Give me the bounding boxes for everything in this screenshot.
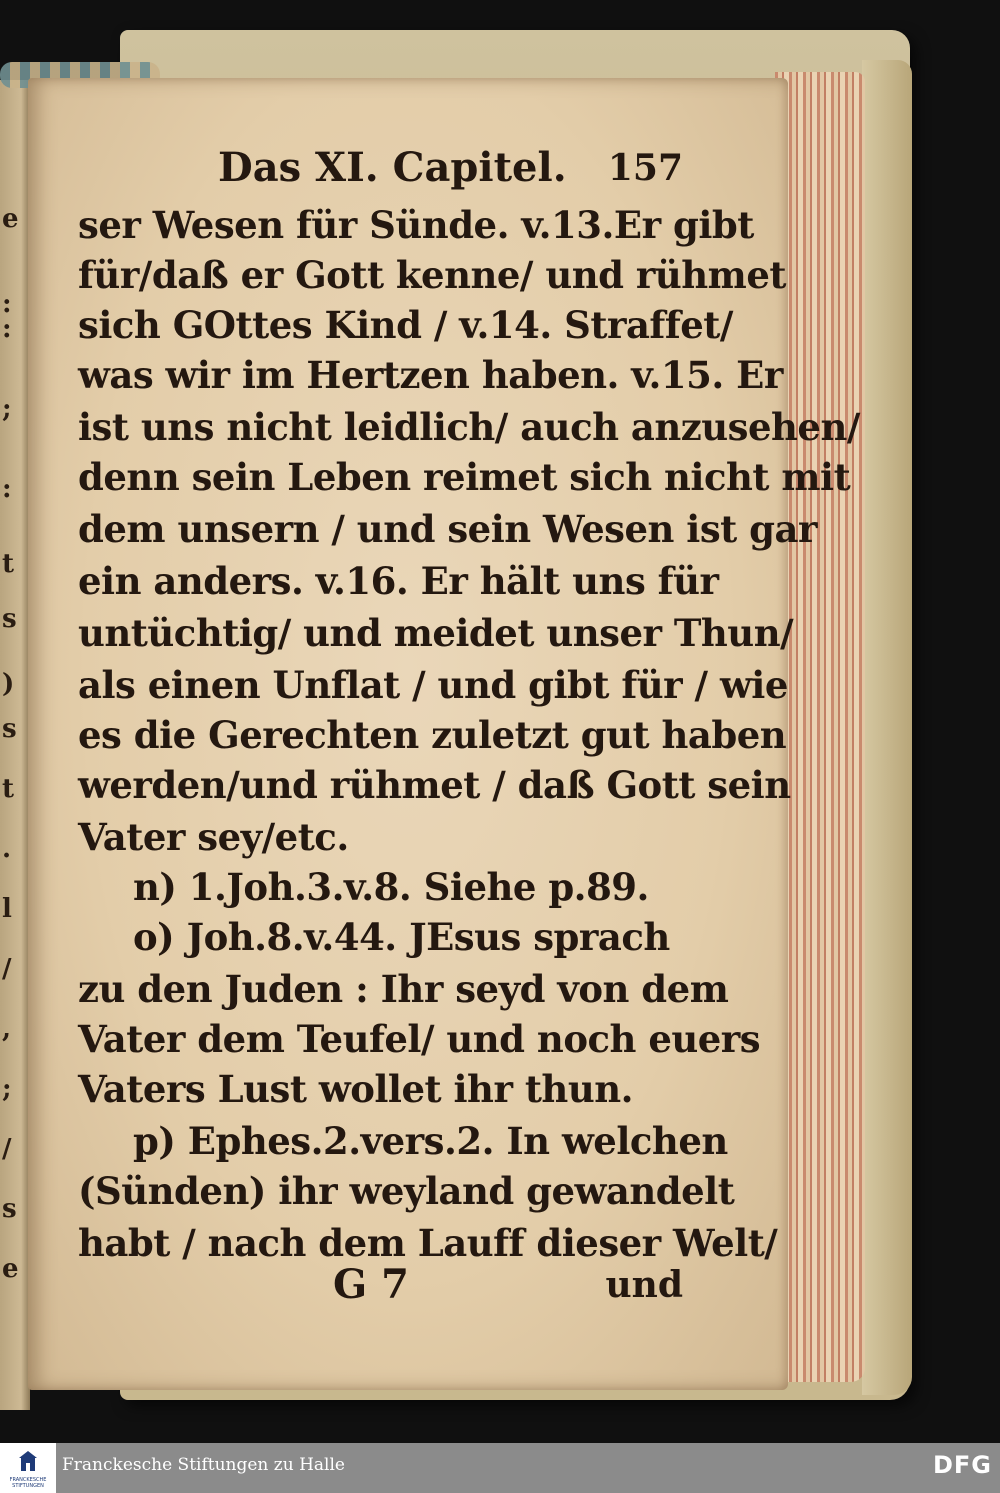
running-head xyxy=(78,138,683,198)
text-line: es die Gerechten zuletzt gut haben xyxy=(78,713,787,757)
facing-page-mark: l xyxy=(2,894,12,924)
text-line: denn sein Leben reimet sich nicht mit xyxy=(78,455,851,499)
facing-page-mark: s xyxy=(2,604,17,634)
text-line: untüchtig/ und meidet unser Thun/ xyxy=(78,611,794,655)
text-line: Vater dem Teufel/ und noch euers xyxy=(78,1017,761,1061)
footnote-line: o) Joh.8.v.44. JEsus sprach xyxy=(133,915,670,959)
text-line: sich GOttes Kind / v.14. Straffet/ xyxy=(78,303,733,347)
text-line: werden/und rühmet / daß Gott sein xyxy=(78,763,791,807)
facing-page-mark: : xyxy=(2,474,12,504)
building-icon xyxy=(18,1449,38,1473)
viewer-footer xyxy=(0,1443,1000,1493)
text-line: ist uns nicht leidlich/ auch anzusehen/ xyxy=(78,405,860,449)
cover-edge xyxy=(862,60,912,1395)
text-line: was wir im Hertzen haben. v.15. Er xyxy=(78,353,783,397)
facing-page-mark: t xyxy=(2,774,15,804)
footnote-line: n) 1.Joh.3.v.8. Siehe p.89. xyxy=(133,865,649,909)
facing-page-mark: ; xyxy=(2,394,12,424)
facing-page-mark: ) xyxy=(2,669,15,699)
text-line: zu den Juden : Ihr seyd von dem xyxy=(78,967,729,1011)
text-line: habt / nach dem Lauff dieser Welt/ xyxy=(78,1221,778,1265)
institution-logo[interactable] xyxy=(0,1443,56,1493)
facing-page-mark: : xyxy=(2,314,12,344)
facing-page-mark: s xyxy=(2,714,17,744)
facing-page-mark: / xyxy=(2,1134,12,1164)
dfg-logo[interactable]: DFG xyxy=(932,1451,992,1479)
page-number: 157 xyxy=(607,147,683,189)
facing-page-mark: t xyxy=(2,549,15,579)
facing-page-mark: e xyxy=(2,1254,19,1284)
catchword: und xyxy=(605,1264,683,1306)
text-line: für/daß er Gott kenne/ und rühmet xyxy=(78,253,786,297)
facing-page-edge xyxy=(0,80,30,1410)
facing-page-mark: ; xyxy=(2,1074,12,1104)
signature-line xyxy=(78,1255,683,1315)
facing-page-mark: / xyxy=(2,954,12,984)
facing-page-mark: : xyxy=(2,289,12,319)
facing-page-mark: . xyxy=(2,834,12,864)
text-line: Vaters Lust wollet ihr thun. xyxy=(78,1067,634,1111)
text-line: Vater sey/etc. xyxy=(78,815,349,859)
text-line: ser Wesen für Sünde. v.13.Er gibt xyxy=(78,203,754,247)
facing-page-mark: s xyxy=(2,1194,17,1224)
facing-page-mark: e xyxy=(2,204,19,234)
running-title: Das XI. Capitel. xyxy=(218,144,567,191)
facing-page-mark: , xyxy=(2,1014,12,1044)
page-fore-edge xyxy=(775,72,865,1382)
logo-text: FRANCKESCHE STIFTUNGEN xyxy=(9,1477,47,1489)
text-line: ein anders. v.16. Er hält uns für xyxy=(78,559,719,603)
footnote-line: p) Ephes.2.vers.2. In welchen xyxy=(133,1119,728,1163)
signature-mark: G 7 xyxy=(333,1261,409,1308)
text-line: als einen Unflat / und gibt für / wie xyxy=(78,663,788,707)
text-line: dem unsern / und sein Wesen ist gar xyxy=(78,507,817,551)
institution-name[interactable]: Franckesche Stiftungen zu Halle xyxy=(62,1455,345,1475)
text-line: (Sünden) ihr weyland gewandelt xyxy=(78,1169,735,1213)
